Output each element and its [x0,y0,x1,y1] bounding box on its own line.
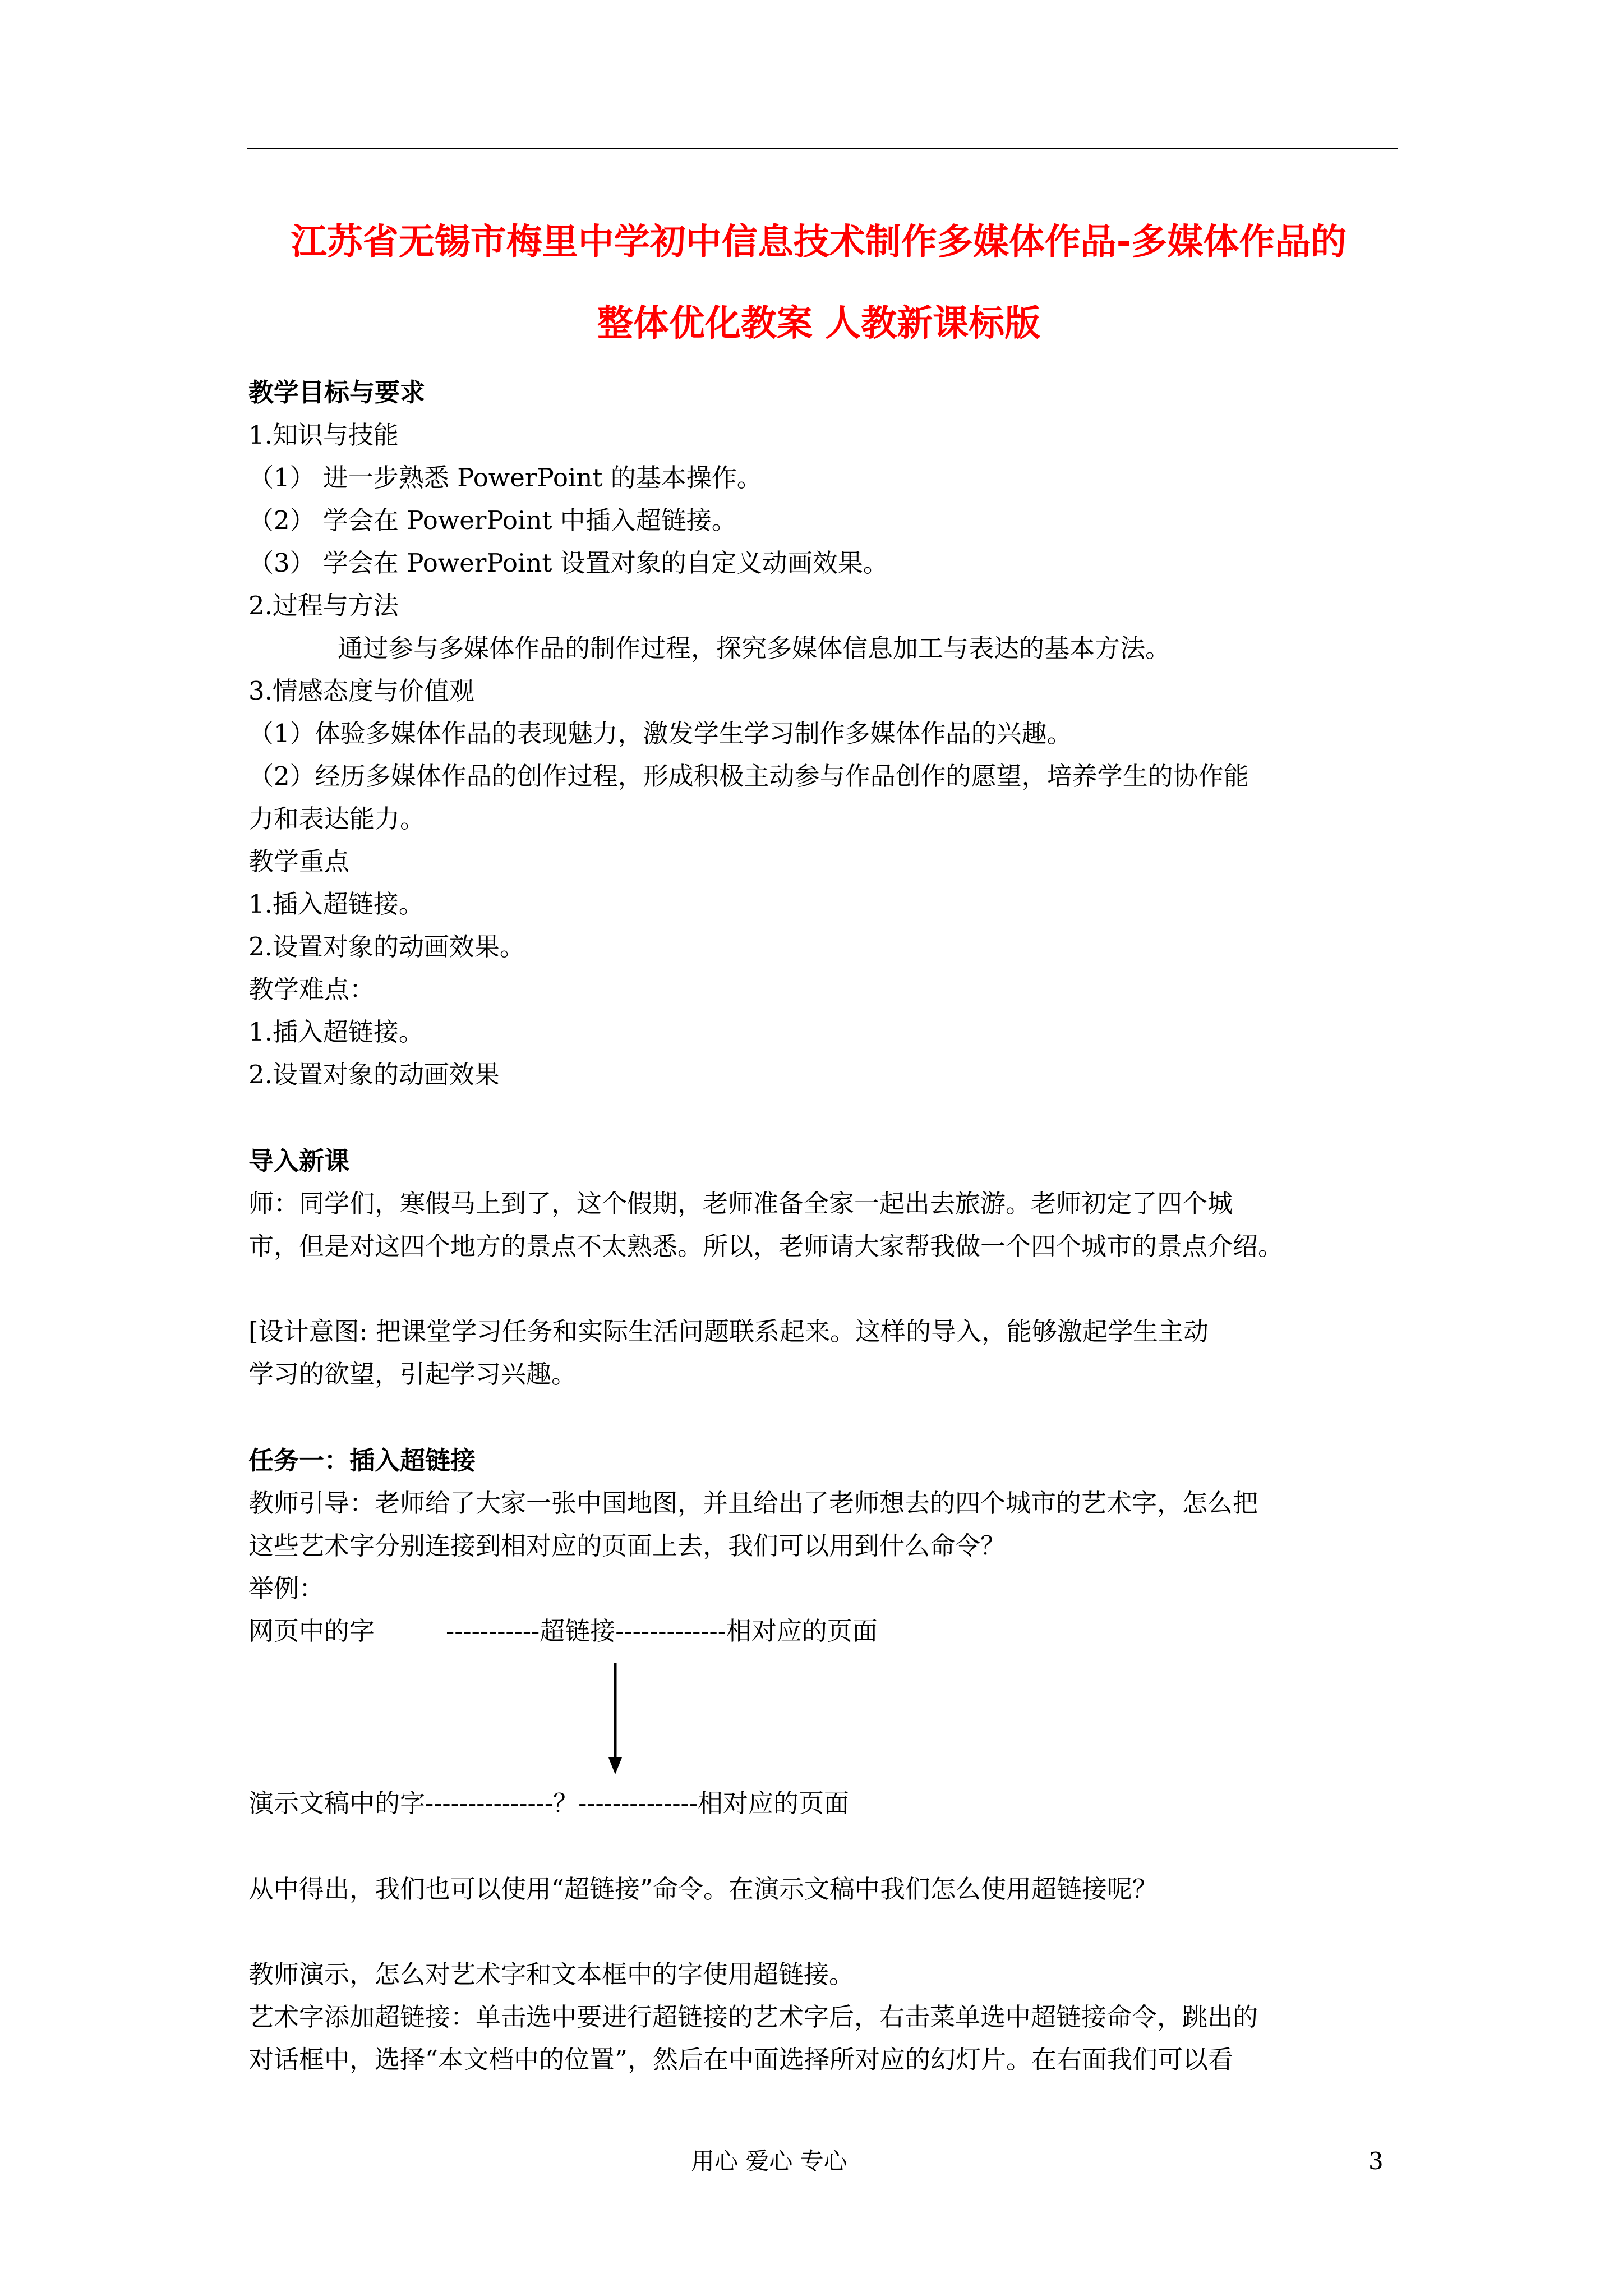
difficult-point-item: 2.设置对象的动画效果 [248,1060,500,1089]
diagram-row-web-label: 网页中的字 [248,1616,375,1646]
intro-paragraph-continued: 市，但是对这四个地方的景点不太熟悉。所以，老师请大家帮我做一个四个城市的景点介绍。 [248,1231,1284,1261]
design-intent-continued: 学习的欲望，引起学习兴趣。 [248,1359,577,1389]
difficult-point-item: 1.插入超链接。 [248,1017,424,1047]
design-intent: [设计意图: 把课堂学习任务和实际生活问题联系起来。这样的导入，能够激起学生主动 [248,1317,1209,1346]
document-title-line-1: 江苏省无锡市梅里中学初中信息技术制作多媒体作品-多媒体作品的 [291,222,1347,263]
knowledge-item: （3） 学会在 PowerPoint 设置对象的自定义动画效果。 [248,548,888,578]
intro-heading: 导入新课 [248,1146,350,1176]
intro-paragraph: 师：同学们，寒假马上到了，这个假期，老师准备全家一起出去旅游。老师初定了四个城 [248,1189,1233,1218]
document-title-line-2: 整体优化教案 人教新课标版 [597,303,1041,344]
diagram-row-presentation: 演示文稿中的字---------------？--------------相对应的页面 [248,1788,849,1818]
header-rule [247,148,1398,149]
art-text-paragraph-continued: 对话框中，选择“本文档中的位置”，然后在中面选择所对应的幻灯片。在右面我们可以看 [248,2045,1234,2074]
objectives-heading: 教学目标与要求 [248,378,426,407]
knowledge-heading: 1.知识与技能 [248,420,399,450]
emotion-item-continued: 力和表达能力。 [248,804,426,834]
knowledge-item: （1） 进一步熟悉 PowerPoint 的基本操作。 [248,463,762,493]
emotion-item: （2）经历多媒体作品的创作过程，形成积极主动参与作品创作的愿望，培养学生的协作能 [248,761,1249,791]
knowledge-item: （2） 学会在 PowerPoint 中插入超链接。 [248,505,737,535]
emotion-item: （1）体验多媒体作品的表现魅力，激发学生学习制作多媒体作品的兴趣。 [248,719,1072,748]
key-point-item: 1.插入超链接。 [248,889,424,919]
down-arrow-icon [607,1663,623,1775]
art-text-paragraph: 艺术字添加超链接：单击选中要进行超链接的艺术字后，右击菜单选中超链接命令，跳出的 [248,2002,1258,2032]
footer-motto: 用心 爱心 专心 [691,2147,847,2175]
page-number: 3 [1368,2147,1384,2175]
example-label: 举例： [248,1573,325,1603]
conclusion-text: 从中得出，我们也可以使用“超链接”命令。在演示文稿中我们怎么使用超链接呢？ [248,1874,1158,1904]
diagram-row-web-flow: -----------超链接-------------相对应的页面 [446,1616,878,1646]
process-heading: 2.过程与方法 [248,591,399,620]
guide-paragraph: 教师引导：老师给了大家一张中国地图，并且给出了老师想去的四个城市的艺术字，怎么把 [248,1488,1258,1518]
emotion-heading: 3.情感态度与价值观 [248,676,474,706]
key-points-heading: 教学重点 [248,846,350,876]
difficult-points-heading: 教学难点： [248,974,375,1004]
guide-paragraph-continued: 这些艺术字分别连接到相对应的页面上去，我们可以用到什么命令？ [248,1531,1006,1561]
process-text: 通过参与多媒体作品的制作过程，探究多媒体信息加工与表达的基本方法。 [338,633,1171,663]
task-heading: 任务一：插入超链接 [248,1446,476,1475]
key-point-item: 2.设置对象的动画效果。 [248,932,525,961]
demo-text: 教师演示，怎么对艺术字和文本框中的字使用超链接。 [248,1959,855,1989]
